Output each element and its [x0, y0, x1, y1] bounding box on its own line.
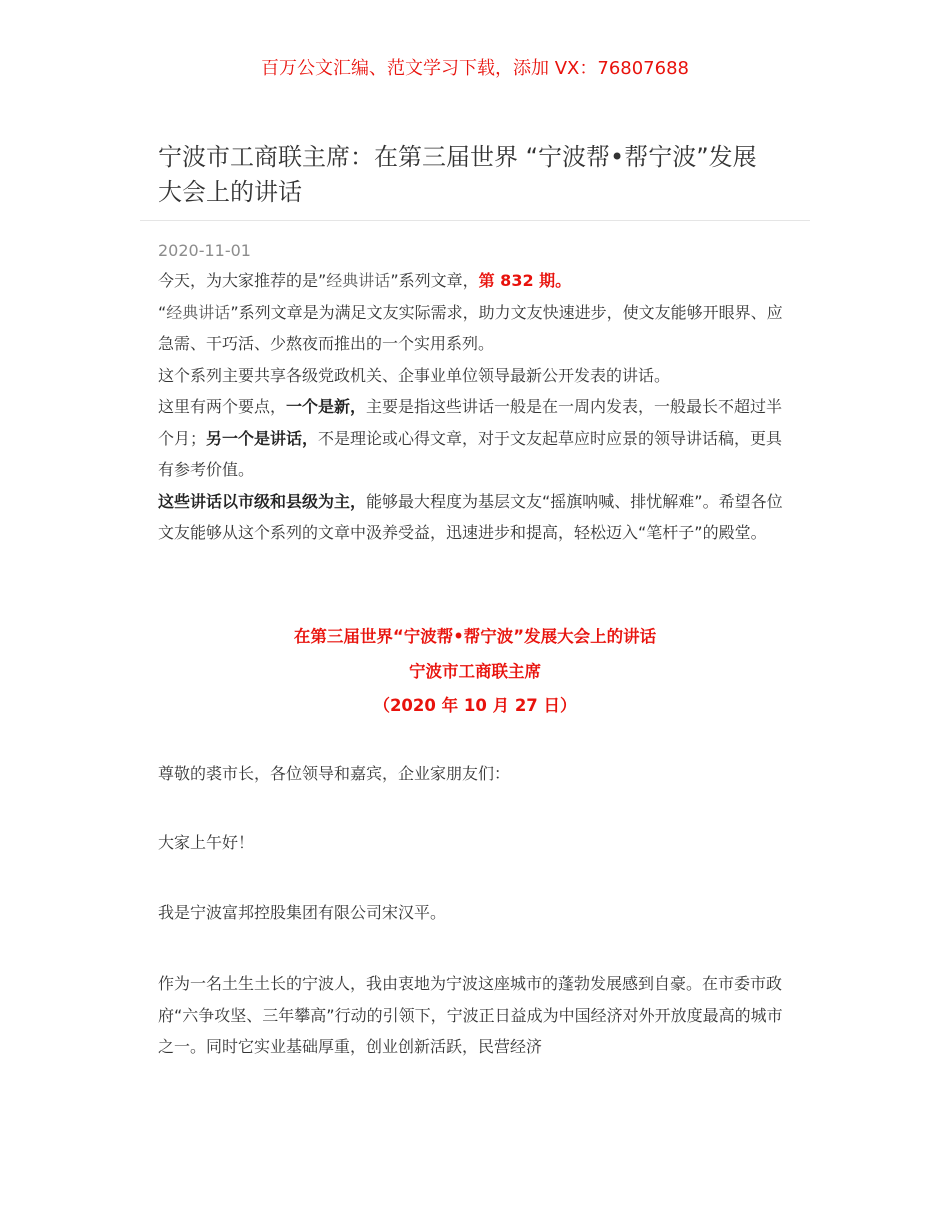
- speech-date: （2020 年 10 月 27 日）: [373, 696, 577, 715]
- intro-text: ”系列文章，: [390, 271, 479, 290]
- series-name: 经典讲话: [166, 302, 231, 322]
- intro-text: 今天，为大家推荐的是”: [158, 271, 327, 290]
- speech-hello: 大家上午好！: [158, 833, 255, 852]
- intro-paragraph-1: [158, 265, 798, 297]
- key-point-level: 这些讲话以市级和县级为主，: [158, 491, 367, 511]
- intro-text: “: [158, 302, 167, 322]
- intro-text: 不是理论或心得文章，对于文友起草应时应景的领导讲话稿，更具有参考价值。: [158, 428, 783, 479]
- speech-greeting: 尊敬的裘市长，各位领导和嘉宾，企业家朋友们：: [158, 764, 511, 783]
- intro-text: 主要是指这些讲话一般是在一周内发表，一般最长不超过半个月；: [158, 397, 783, 448]
- issue-number: 第 832 期。: [478, 271, 572, 290]
- publish-date: 2020-11-01: [158, 241, 251, 260]
- speech-speaker: 宁波市工商联主席: [409, 661, 541, 681]
- intro-text: 这里有两个要点，: [158, 397, 287, 416]
- speech-header: [0, 620, 950, 724]
- speech-self-intro: 我是宁波富邦控股集团有限公司宋汉平。: [158, 903, 447, 922]
- intro-paragraph-5: [158, 486, 798, 549]
- title-divider: [140, 220, 810, 221]
- intro-paragraph-4: [158, 391, 798, 486]
- speech-body-paragraph: 作为一名土生土长的宁波人，我由衷地为宁波这座城市的蓬勃发展感到自豪。在市委市政府“六争攻坚、三年攀高”行动的引领下，宁波正日益成为中国经济对外开放度最高的城市之一。同时它实业基础厚重，创业创新活跃，民营经济: [158, 974, 783, 1056]
- key-point-speech: 另一个是讲话，: [206, 428, 319, 448]
- intro-text: 能够最大程度为基层文友“摇旗呐喊、排忧解难”。希望各位文友能够从这个系列的文章中汲养受益，迅速进步和提高，轻松迈入“笔杆子”的殿堂。: [158, 491, 783, 542]
- intro-paragraph-3: 这个系列主要共享各级党政机关、企事业单位领导最新公开发表的讲话。: [158, 365, 671, 385]
- series-name: 经典讲话: [326, 271, 391, 290]
- series-intro: [158, 265, 798, 549]
- speech-heading: 在第三届世界“宁波帮•帮宁波”发展大会上的讲话: [293, 627, 657, 646]
- article-title: 宁波市工商联主席：在第三届世界 “宁波帮•帮宁波”发展大会上的讲话: [158, 143, 757, 206]
- promo-banner: 百万公文汇编、范文学习下载，添加 VX：76807688: [261, 58, 689, 79]
- intro-text: ”系列文章是为满足文友实际需求，助力文友快速进步，使文友能够开眼界、应急需、干巧活、少熬夜而推出的一个实用系列。: [158, 302, 783, 353]
- intro-paragraph-2: [158, 297, 798, 360]
- key-point-new: 一个是新，: [286, 397, 367, 416]
